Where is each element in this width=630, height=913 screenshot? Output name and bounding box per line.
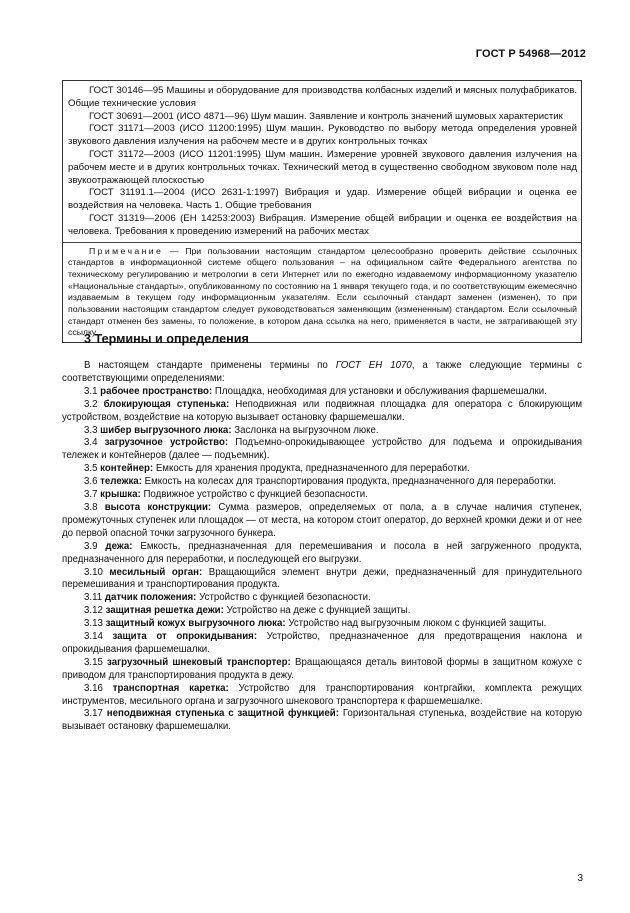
note-divider — [63, 242, 581, 243]
page-header: ГОСТ Р 54968—2012 — [475, 48, 586, 60]
term-number: 3.5 — [84, 463, 98, 475]
term-definition — [62, 605, 582, 618]
reference-item: ГОСТ 31191.1—2004 (ИСО 2631-1:1997) Вибрация и удар. Измерение общей вибрации и оценка ее воздействия на человека. Часть 1. Общие требования — [68, 187, 577, 212]
term-name: датчик положения: — [104, 592, 197, 604]
term-name: транспортная каретка: — [112, 682, 229, 694]
term-definition — [62, 502, 582, 541]
term-name: защитная решетка дежи: — [105, 605, 224, 617]
term-name: загрузочное устройство: — [104, 437, 229, 449]
term-definition — [62, 708, 582, 734]
term-number: 3.8 — [84, 501, 98, 513]
page-number: 3 — [577, 873, 583, 884]
term-text: Устройство на деже с функцией защиты. — [226, 605, 411, 617]
term-number: 3.11 — [84, 592, 103, 604]
term-name: месильный орган: — [109, 566, 203, 578]
term-number: 3.10 — [84, 566, 103, 578]
term-definition — [62, 631, 582, 657]
term-definition — [62, 541, 582, 567]
term-name: защитный кожух выгрузочного люка: — [105, 618, 286, 630]
term-text: Устройство, предназначенное для предотвращения наклона и опрокидывания фаршемешалки. — [62, 631, 582, 655]
term-definition — [62, 437, 582, 463]
term-name: тележка: — [100, 476, 142, 488]
term-name: неподвижная ступенька с защитной функцией: — [106, 708, 339, 720]
term-name: контейнер: — [100, 463, 154, 475]
terms-list — [62, 386, 582, 734]
reference-item: ГОСТ 30691—2001 (ИСО 4871—96) Шум машин. Заявление и контроль значений шумовых характеристик — [89, 110, 563, 122]
term-text: Устройство с функцией безопасности. — [199, 592, 371, 604]
term-name: защита от опрокидывания: — [112, 631, 258, 643]
reference-item: ГОСТ 31171—2003 (ИСО 11200:1995) Шум машин. Руководство по выбору метода определения уровней звукового давления излучения на рабочем месте и в других контрольных точках — [68, 123, 577, 148]
term-name: рабочее пространство: — [100, 385, 213, 397]
term-number: 3.4 — [84, 437, 98, 449]
term-text: Вращающаяся деталь винтовой формы в защитном кожухе с приводом для транспортирования продукта в дежу. — [62, 656, 582, 681]
term-text: Неподвижная или подвижная площадка для оператора с блокирующим устройством, воздействие на которую вызывает остановку фаршемешалки. — [62, 398, 582, 423]
term-text: Вращающийся элемент внутри дежи, предназначенный для принудительного перемешивания и транспортирования продукта. — [62, 566, 582, 591]
reference-note — [68, 246, 577, 340]
note-text: При пользовании настоящим стандартом целесообразно проверить действие ссылочных стандартов в информационной системе общего пользования – на официальном сайте Федерального агентства по техническому регулированию и метрологии в сети Интернет или по ежегодно издаваемому информационному указателю «Национальные стандарты», опубликованному по состоянию на 1 января текущего года, и по соответствующим ежемесячно издаваемым в текущем году информационным указателям. Если ссылочный стандарт заменен (изменен), то при пользовании настоящим стандартом следует руководствоваться заменяющим (измененным) стандартом. Если ссылочный стандарт отменен без замены, то положение, в котором дана ссылка на него, применяется в части, не затрагивающей эту ссылку. — [68, 245, 577, 338]
section-intro — [62, 360, 582, 386]
term-definition — [62, 657, 582, 683]
term-number: 3.9 — [84, 540, 98, 552]
term-name: загрузочный шнековый транспортер: — [107, 656, 291, 668]
term-definition — [62, 683, 582, 709]
term-definition — [62, 489, 582, 502]
term-text: Емкость на колесах для транспортирования продукта, предназначенного для переработки. — [144, 476, 557, 488]
term-number: 3.1 — [84, 385, 98, 397]
term-text: Устройство для транспортирования контргайки, комплекта режущих инструментов, месильного органа и загрузочного шнекового транспортера к фаршемешалке. — [62, 682, 582, 707]
terms-section — [62, 332, 582, 734]
section-title: 3 Термины и определения — [84, 332, 249, 346]
term-number: 3.14 — [84, 631, 103, 643]
reference-item: ГОСТ 31319—2006 (ЕН 14253:2003) Вибрация. Измерение общей вибрации и оценка ее воздействия на человека. Требования к проведению измерений на рабочих местах — [68, 212, 577, 237]
term-definition — [62, 463, 582, 476]
term-text: Подвижное устройство с функцией безопасности. — [143, 489, 368, 501]
note-label: Примечание — [89, 245, 164, 256]
reference-item: ГОСТ 31172—2003 (ИСО 11201:1995) Шум машин. Измерение уровней звукового давления излучения на рабочем месте и в других контрольных точках. Технический метод в существенно свободном звуковом поле над звукоотражающей плоскостью — [68, 148, 577, 186]
term-definition — [62, 476, 582, 489]
term-number: 3.13 — [84, 618, 103, 630]
term-text: Емкость, предназначенная для перемешивания и посола в ней загруженного продукта, предназначенного для переработки, и последующей его выгрузки. — [62, 540, 582, 565]
term-text: Сумма размеров, определяемых от пола, а в случае наличия ступенек, промежуточных ступенек или площадок — от места, на котором стоит оператор, до верхней кромки дежи и от нее до первой опасной точки загрузочного бункера. — [62, 501, 582, 539]
term-text: Заслонка на выгрузочном люке. — [234, 424, 379, 436]
references-box — [62, 80, 582, 343]
term-number: 3.12 — [84, 605, 103, 617]
term-definition — [62, 399, 582, 425]
term-name: высота конструкции: — [104, 501, 212, 513]
term-text: Устройство над выгрузочным люком с функцией защиты. — [288, 618, 547, 630]
note-dash: — — [163, 245, 186, 256]
reference-item: ГОСТ 30146—95 Машины и оборудование для производства колбасных изделий и мясных полуфабрикатов. Общие технические условия — [68, 85, 577, 109]
term-definition — [62, 567, 582, 593]
term-text: Площадка, необходимая для установки и обслуживания фаршемешалки. — [214, 385, 547, 397]
term-definition — [62, 386, 582, 399]
intro-after: , а также следующие термины с соответствующими определениями: — [62, 360, 582, 384]
term-text: Горизонтальная ступенька, воздействие на которую вызывает остановку фаршемешалки. — [62, 708, 582, 733]
term-number: 3.15 — [84, 656, 103, 668]
term-definition — [62, 592, 582, 605]
term-text: Подъемно-опрокидывающее устройство для подъема и опрокидывания тележек и контейнеров (далее — подъемник). — [62, 437, 582, 462]
term-definition — [62, 425, 582, 438]
term-definition — [62, 618, 582, 631]
term-number: 3.2 — [84, 398, 98, 410]
intro-before: В настоящем стандарте применены термины по — [84, 360, 336, 371]
term-text: Емкость для хранения продукта, предназначенного для переработки. — [155, 463, 470, 475]
term-number: 3.7 — [84, 489, 98, 501]
term-number: 3.3 — [84, 424, 98, 436]
term-number: 3.16 — [84, 682, 103, 694]
term-number: 3.17 — [84, 708, 103, 720]
term-number: 3.6 — [84, 476, 98, 488]
intro-reference: ГОСТ ЕН 1070 — [335, 360, 412, 371]
term-name: крышка: — [100, 489, 141, 501]
term-name: блокирующая ступенька: — [103, 398, 230, 410]
term-name: дежа: — [105, 540, 133, 552]
term-name: шибер выгрузочного люка: — [100, 424, 232, 436]
